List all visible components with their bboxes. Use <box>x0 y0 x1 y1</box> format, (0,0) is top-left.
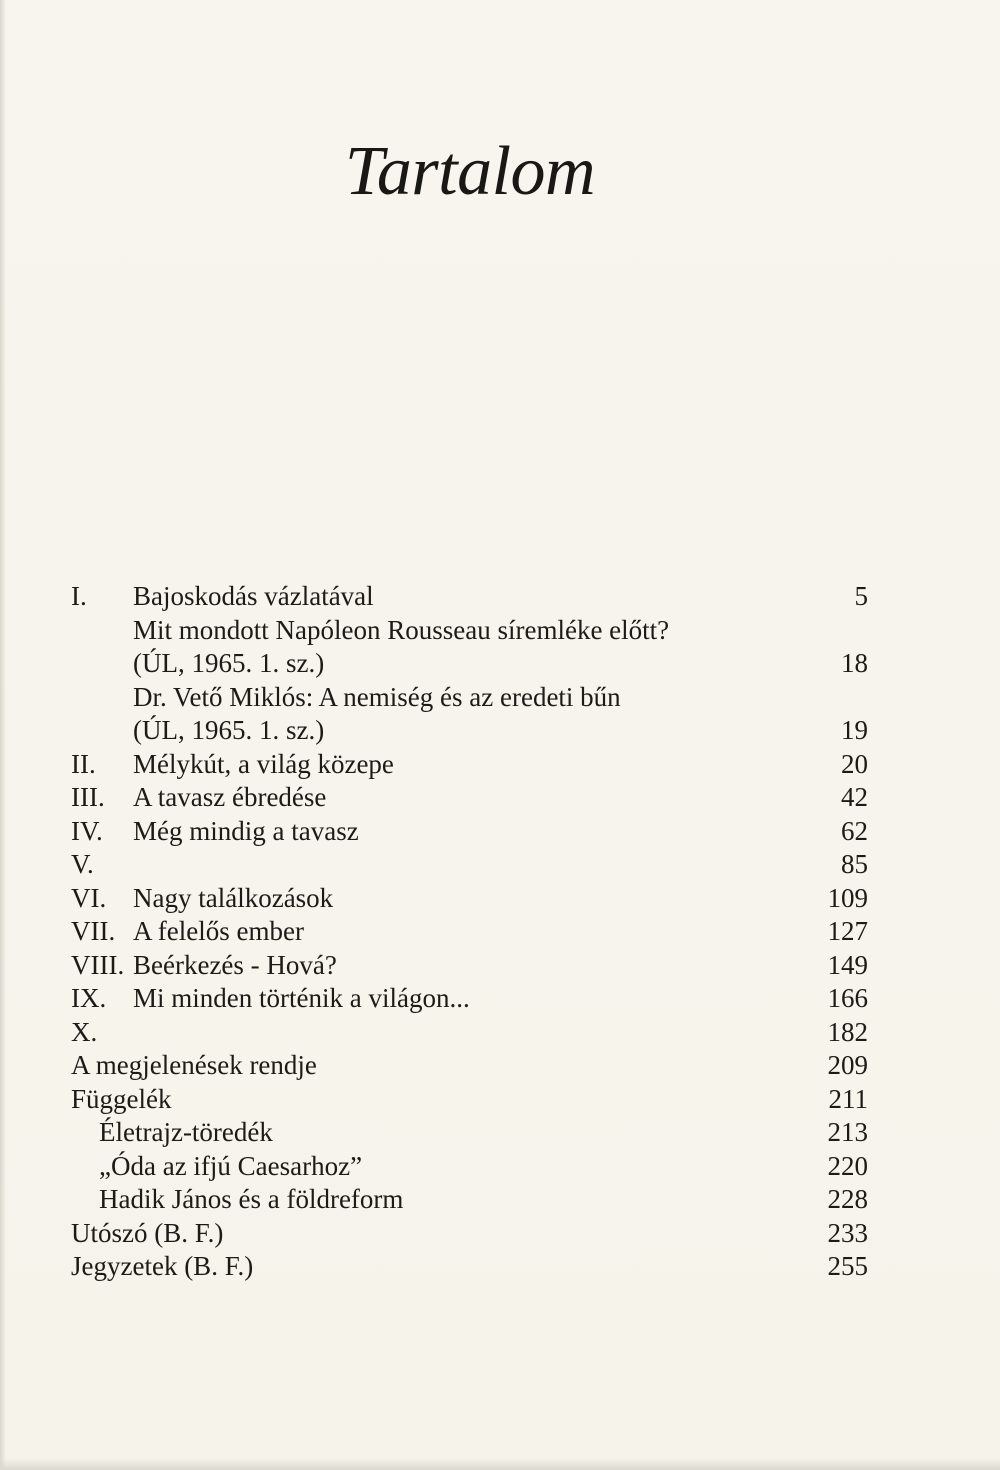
toc-row <box>71 1083 871 1117</box>
toc-page-number: 109 <box>827 882 868 913</box>
toc-chapter-number: IX. <box>71 983 107 1013</box>
toc-entry-title: (ÚL, 1965. 1. sz.) <box>133 648 325 678</box>
toc-row <box>71 1250 871 1284</box>
toc-entry-title: Még mindig a tavasz <box>133 815 359 846</box>
toc-page-number: 20 <box>841 748 868 779</box>
toc-entry-title: Utószó (B. F.) <box>71 1217 224 1248</box>
toc-row <box>71 580 871 614</box>
toc-row <box>71 949 871 983</box>
toc-chapter-number: X. <box>71 1016 98 1047</box>
toc-page-number: 209 <box>827 1050 868 1080</box>
toc-page-number: 62 <box>841 815 868 846</box>
toc-page-number: 228 <box>827 1184 868 1214</box>
toc-entry-title: Nagy találkozások <box>133 882 334 913</box>
toc-entry-title: A megjelenések rendje <box>71 1050 317 1080</box>
toc-row <box>71 848 871 882</box>
table-of-contents <box>71 580 871 1284</box>
toc-entry-title: Mi minden történik a világon... <box>133 983 470 1013</box>
toc-page-number: 220 <box>827 1150 868 1181</box>
toc-entry-title: A tavasz ébredése <box>133 782 327 812</box>
toc-entry-title: Dr. Vető Miklós: A nemiség és az eredeti bűn <box>133 681 621 712</box>
toc-row <box>71 982 871 1016</box>
toc-entry-title: A felelős ember <box>133 916 304 946</box>
toc-page-number: 166 <box>827 983 868 1013</box>
toc-entry-title: Jegyzetek (B. F.) <box>71 1251 254 1281</box>
toc-row <box>71 714 871 748</box>
toc-entry-title: Mélykút, a világ közepe <box>133 748 394 779</box>
toc-chapter-number: VIII. <box>71 949 125 980</box>
toc-chapter-number: VII. <box>71 916 116 946</box>
toc-row <box>71 681 871 715</box>
toc-entry-title: Mit mondott Napóleon Rousseau síremléke előtt? <box>133 614 670 645</box>
toc-entry-title: „Óda az ifjú Caesarhoz” <box>99 1150 363 1181</box>
toc-page-number: 233 <box>827 1217 868 1248</box>
toc-entry-title: Hadik János és a földreform <box>99 1184 404 1214</box>
toc-entry-title: Beérkezés - Hová? <box>133 949 337 980</box>
toc-chapter-number: I. <box>71 581 87 611</box>
toc-page-number: 182 <box>827 1016 868 1047</box>
toc-page-number: 19 <box>841 715 868 745</box>
toc-row <box>71 614 871 648</box>
toc-entry-title: Bajoskodás vázlatával <box>133 581 374 611</box>
toc-page-number: 213 <box>827 1117 868 1147</box>
toc-entry-title: Életrajz-töredék <box>99 1117 273 1147</box>
toc-page-number: 85 <box>841 849 868 879</box>
toc-chapter-number: VI. <box>71 882 107 913</box>
toc-row <box>71 781 871 815</box>
toc-page-number: 149 <box>827 949 868 980</box>
toc-row <box>71 1116 871 1150</box>
toc-row <box>71 915 871 949</box>
toc-row <box>71 748 871 782</box>
page-title: Tartalom <box>344 133 596 210</box>
toc-row <box>71 1150 871 1184</box>
toc-page-number: 211 <box>828 1083 868 1114</box>
toc-row <box>71 815 871 849</box>
toc-page-number: 255 <box>827 1251 868 1281</box>
toc-page-number: 18 <box>841 648 868 678</box>
toc-chapter-number: II. <box>71 748 96 779</box>
toc-entry-title: (ÚL, 1965. 1. sz.) <box>133 715 325 745</box>
toc-entry-title: Függelék <box>71 1083 172 1114</box>
toc-chapter-number: IV. <box>71 815 103 846</box>
toc-page-number: 127 <box>827 916 868 946</box>
toc-page-number: 42 <box>841 782 868 812</box>
page-left-edge <box>0 0 6 1470</box>
page-bottom-edge <box>0 1458 1000 1470</box>
toc-row <box>71 1049 871 1083</box>
toc-row <box>71 1217 871 1251</box>
toc-row <box>71 1016 871 1050</box>
toc-chapter-number: V. <box>71 849 94 879</box>
toc-page-number: 5 <box>854 581 868 611</box>
toc-row <box>71 647 871 681</box>
toc-row <box>71 1183 871 1217</box>
toc-row <box>71 882 871 916</box>
toc-chapter-number: III. <box>71 782 105 812</box>
